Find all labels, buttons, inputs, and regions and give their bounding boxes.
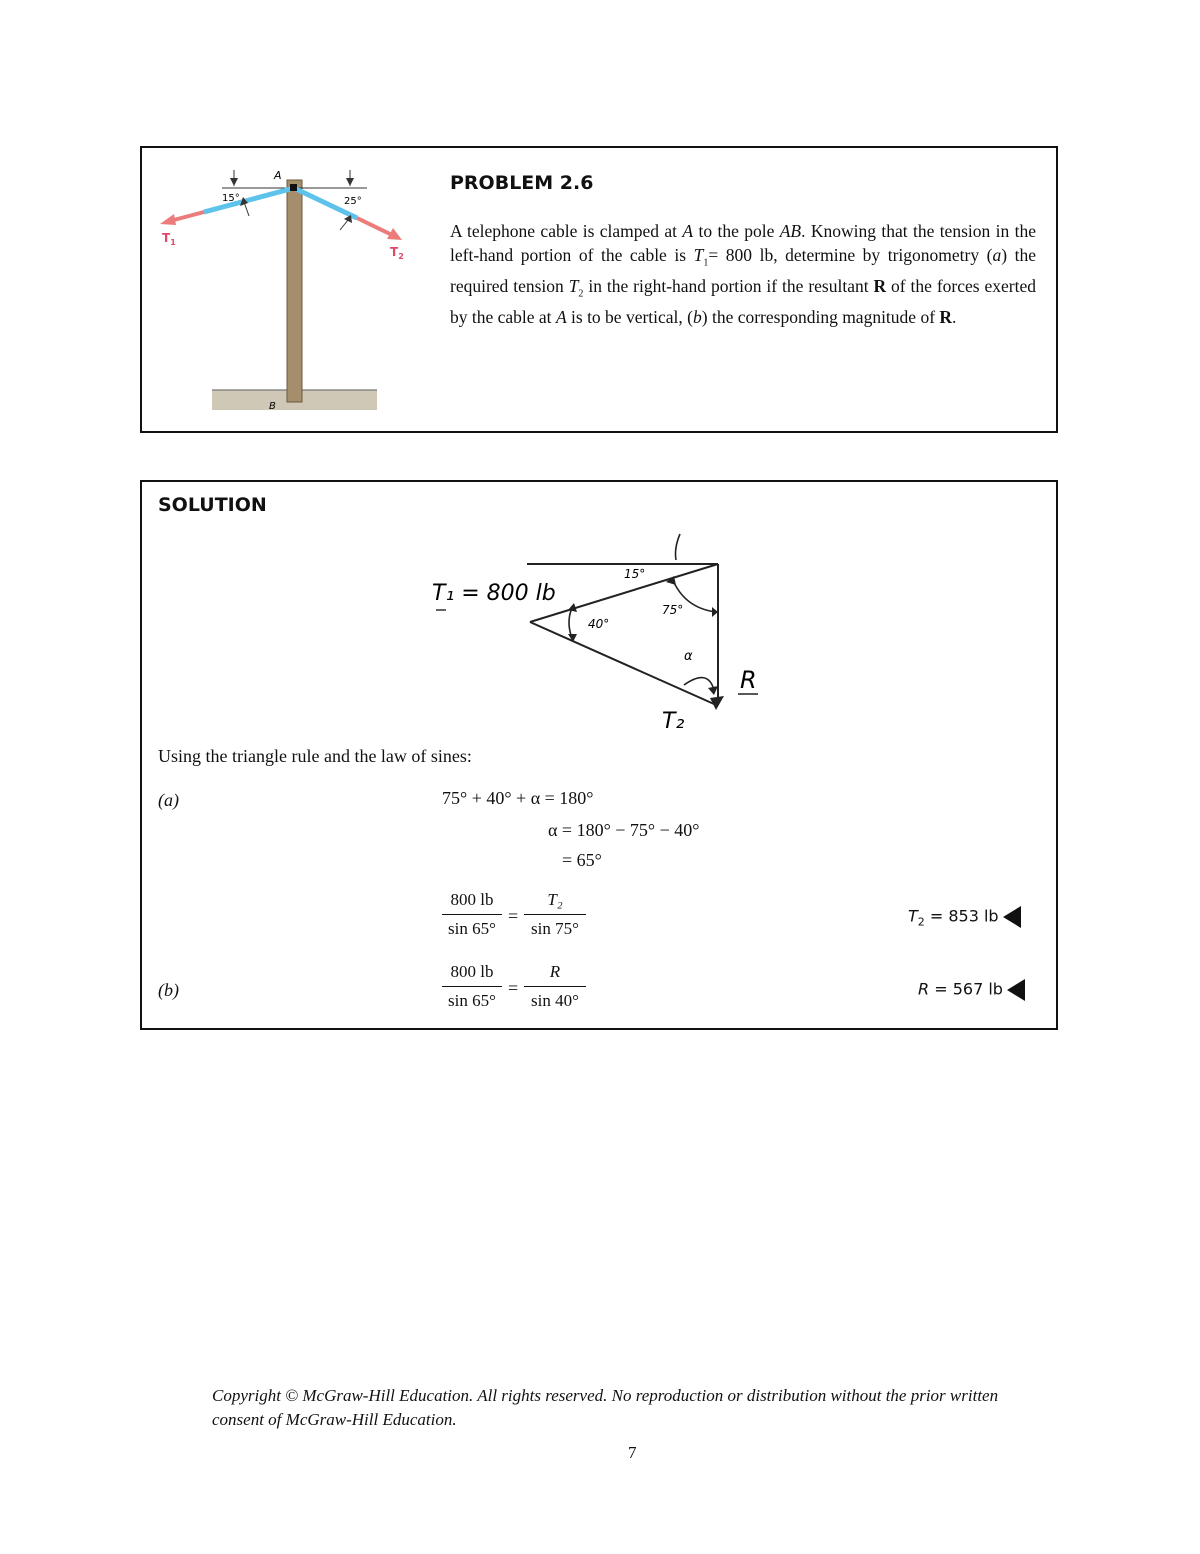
angle-left-label: 15°	[222, 193, 240, 204]
sketch-r-label: R	[740, 666, 757, 694]
fraction-1-equals: =	[508, 906, 519, 926]
problem-statement: A telephone cable is clamped at A to the pole AB. Knowing that the tension in the left-hand portion of the cable is $T_1= 800$ lb, determine by trigonometry (a) the required tension $T_2$ in the right-hand portion if the resultant R of the forces exerted by the cable at A is to be vertical, (b) the corresponding magnitude of R.	[450, 221, 1036, 327]
answer-b-marker-icon	[1007, 979, 1025, 1001]
label-t1: $T_1$	[162, 231, 176, 247]
angle-arrow-right-bottom	[340, 220, 348, 230]
label-t2: $T_2$	[390, 245, 404, 261]
fraction-2-left	[442, 962, 502, 1011]
solution-box	[140, 480, 1058, 1030]
part-b-label: (b)	[158, 980, 179, 1000]
answer-b: R = 567 lb	[918, 979, 1025, 1001]
cable-left	[204, 188, 294, 212]
fraction-2-left-den: sin 65°	[448, 991, 496, 1010]
fraction-2-equals: =	[508, 978, 519, 998]
part-a-label: (a)	[158, 790, 179, 810]
fraction-2-right-num: R	[524, 962, 586, 987]
clamp-point	[290, 184, 297, 191]
page-number: 7	[628, 1443, 637, 1462]
sketch-15-label: 15°	[624, 567, 646, 581]
sketch-alpha-label: α	[684, 649, 693, 664]
sketch-t2-label: T₂	[662, 709, 685, 734]
solution-intro: Using the triangle rule and the law of sines:	[158, 746, 472, 766]
fraction-1-left-den: sin 65°	[448, 919, 496, 938]
solution-title: SOLUTION	[158, 494, 267, 516]
pole-figure	[142, 148, 422, 428]
sketch-75-label: 75°	[662, 603, 684, 617]
copyright-notice: Copyright © McGraw-Hill Education. All rights reserved. No reproduction or distribution without the prior written consent of McGraw-Hill Education.	[212, 1386, 999, 1429]
sketch-40-arc	[569, 608, 572, 638]
fraction-1-right	[524, 890, 586, 939]
answer-a: $T_2 = 853$ lb	[908, 906, 1021, 929]
problem-title: PROBLEM 2.6	[450, 172, 594, 194]
fraction-1-right-num: T₂	[524, 890, 586, 915]
pole	[287, 180, 302, 402]
fraction-1-left	[442, 890, 502, 939]
problem-box	[140, 146, 1058, 433]
answer-a-marker-icon	[1003, 906, 1021, 928]
force-triangle-sketch	[422, 530, 842, 750]
angle-right-label: 25°	[344, 196, 362, 207]
fraction-2-right	[524, 962, 586, 1011]
equation-1: 75° + 40° + α = 180°	[442, 788, 594, 808]
fraction-2-right-den: sin 40°	[531, 991, 579, 1010]
sketch-t1-label: T₁ = 800 lb	[432, 581, 556, 606]
label-b: B	[269, 401, 276, 412]
sketch-40-label: 40°	[588, 617, 610, 631]
fraction-1-right-den: sin 75°	[531, 919, 579, 938]
equation-2: α = 180° − 75° − 40°	[548, 820, 700, 840]
label-a: A	[274, 169, 282, 182]
fraction-1-left-num: 800 lb	[442, 890, 502, 915]
t2-arrow-shaft	[357, 218, 392, 235]
t1-arrow-shaft	[170, 212, 204, 221]
equation-3: = 65°	[562, 850, 602, 870]
fraction-2-left-num: 800 lb	[442, 962, 502, 987]
sketch-15-arrow	[676, 534, 681, 560]
t1-arrowhead	[160, 214, 176, 225]
